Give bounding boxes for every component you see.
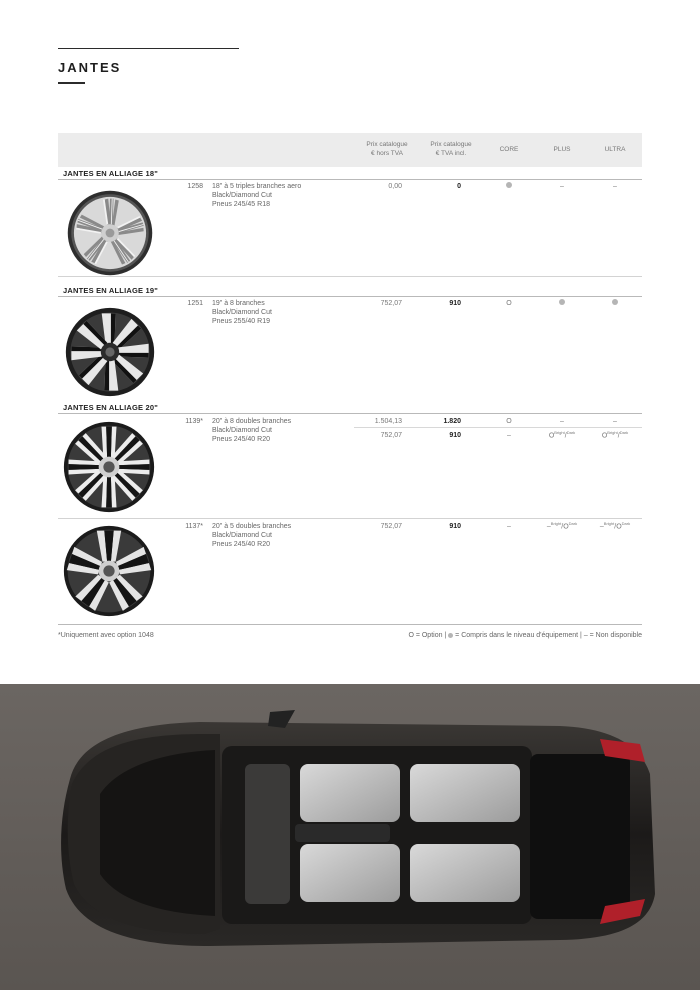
variant-sup-bright: Bright xyxy=(607,430,618,435)
desc-line: Pneus 245/40 R20 xyxy=(212,541,270,549)
price-excl-vat: 752,07 xyxy=(380,523,402,530)
header-price-ht-line1: Prix catalogue xyxy=(366,141,408,149)
option-description xyxy=(212,417,352,444)
option-code: 1137* xyxy=(185,523,203,530)
price-incl-vat: 910 xyxy=(449,300,461,307)
section-title: JANTES EN ALLIAGE 20" xyxy=(63,403,158,412)
price-excl-vat: 1.504,13 xyxy=(374,418,402,425)
level-core-included xyxy=(484,181,534,190)
desc-line: Black/Diamond Cut xyxy=(212,427,272,435)
price-split-rule xyxy=(354,427,642,428)
variant-sup-dark: Dark xyxy=(621,521,631,526)
section-title: JANTES EN ALLIAGE 19" xyxy=(63,286,158,295)
header-price-ttc-line2: € TVA incl. xyxy=(435,150,467,157)
footnote: *Uniquement avec option 1048 xyxy=(58,632,154,639)
wheel-18-triple-spoke-icon xyxy=(66,189,154,277)
option-code: 1251 xyxy=(187,300,203,307)
price-excl-vat: 752,07 xyxy=(380,300,402,307)
level-ultra-variant xyxy=(590,521,640,531)
variant-sup-dark: Dark xyxy=(619,430,629,435)
price-excl-vat: 0,00 xyxy=(388,183,402,190)
included-dot-icon xyxy=(612,299,618,305)
variant-sup-bright: Bright xyxy=(554,430,565,435)
car-top-view-illustration xyxy=(0,684,700,990)
section-rule xyxy=(58,179,642,180)
option-description xyxy=(212,522,352,549)
price-excl-vat: 752,07 xyxy=(380,432,402,439)
variant-separator: / xyxy=(617,432,620,440)
row-divider xyxy=(58,518,642,519)
level-plus: – xyxy=(560,183,564,190)
option-code: 1258 xyxy=(187,183,203,190)
level-ultra-variant xyxy=(590,430,640,440)
included-dot-icon xyxy=(448,633,453,638)
level-plus-variant xyxy=(537,430,587,440)
header-core: CORE xyxy=(499,145,519,153)
table-bottom-rule xyxy=(58,624,642,625)
included-dot-icon xyxy=(559,299,565,305)
wheel-20-8-double-spoke-icon xyxy=(62,420,156,514)
level-ultra: – xyxy=(613,183,617,190)
legend-unavailable: – = Non disponible xyxy=(583,632,642,639)
option-description xyxy=(212,299,352,326)
desc-line: 20" à 8 doubles branches xyxy=(212,418,292,425)
level-plus: – xyxy=(560,418,564,425)
desc-line: Pneus 255/40 R19 xyxy=(212,318,270,326)
variant-main: O xyxy=(548,432,555,440)
variant-sup-bright: Bright xyxy=(550,521,562,526)
header-price-ttc xyxy=(418,133,484,167)
variant-sup-dark: Dark xyxy=(566,430,576,435)
page-title: JANTES xyxy=(58,60,122,75)
section-rule xyxy=(58,296,642,297)
level-plus-included xyxy=(537,298,587,307)
desc-line: Black/Diamond Cut xyxy=(212,532,272,540)
legend xyxy=(408,632,642,639)
variant-separator: /O xyxy=(614,523,622,531)
variant-separator: / xyxy=(564,432,567,440)
header-price-ht xyxy=(354,133,420,167)
option-code: 1139* xyxy=(185,418,203,425)
variant-separator: /O xyxy=(561,523,569,531)
variant-main: O xyxy=(601,432,608,440)
desc-line: 19" à 8 branches xyxy=(212,300,265,307)
level-core: – xyxy=(507,523,511,530)
section-rule xyxy=(58,413,642,414)
header-price-ttc-line1: Prix catalogue xyxy=(430,141,472,149)
table-header xyxy=(58,133,642,167)
price-incl-vat: 1.820 xyxy=(443,418,461,425)
level-plus-variant xyxy=(537,521,587,531)
title-underline xyxy=(58,82,85,84)
section-title: JANTES EN ALLIAGE 18" xyxy=(63,169,158,178)
option-description xyxy=(212,182,352,209)
wheel-20-5-double-spoke-icon xyxy=(62,524,156,618)
desc-line: 20" à 5 doubles branches xyxy=(212,523,292,530)
variant-sup-dark: Dark xyxy=(568,521,578,526)
header-plus: PLUS xyxy=(553,145,571,153)
car-top-view-photo xyxy=(0,684,700,990)
desc-line: Black/Diamond Cut xyxy=(212,309,272,317)
price-incl-vat: 910 xyxy=(449,432,461,439)
level-ultra: – xyxy=(613,418,617,425)
level-ultra-included xyxy=(590,298,640,307)
level-core: O xyxy=(506,418,512,425)
price-incl-vat: 0 xyxy=(457,183,461,190)
price-incl-vat: 910 xyxy=(449,523,461,530)
variant-main: – xyxy=(599,523,604,531)
desc-line: 18" à 5 triples branches aero xyxy=(212,183,302,190)
header-ultra: ULTRA xyxy=(604,145,626,153)
legend-included: = Compris dans le niveau d'équipement | xyxy=(455,632,582,639)
level-core: – xyxy=(507,432,511,439)
included-dot-icon xyxy=(506,182,512,188)
desc-line: Black/Diamond Cut xyxy=(212,192,272,200)
wheel-19-8-spoke-icon xyxy=(64,306,156,398)
desc-line: Pneus 245/40 R20 xyxy=(212,436,270,444)
level-core: O xyxy=(506,300,512,307)
header-price-ht-line2: € hors TVA xyxy=(371,150,403,157)
variant-sup-bright: Bright xyxy=(603,521,615,526)
legend-option: O = Option | xyxy=(408,632,447,639)
top-rule xyxy=(58,48,239,49)
desc-line: Pneus 245/45 R18 xyxy=(212,201,270,209)
variant-main: – xyxy=(546,523,551,531)
